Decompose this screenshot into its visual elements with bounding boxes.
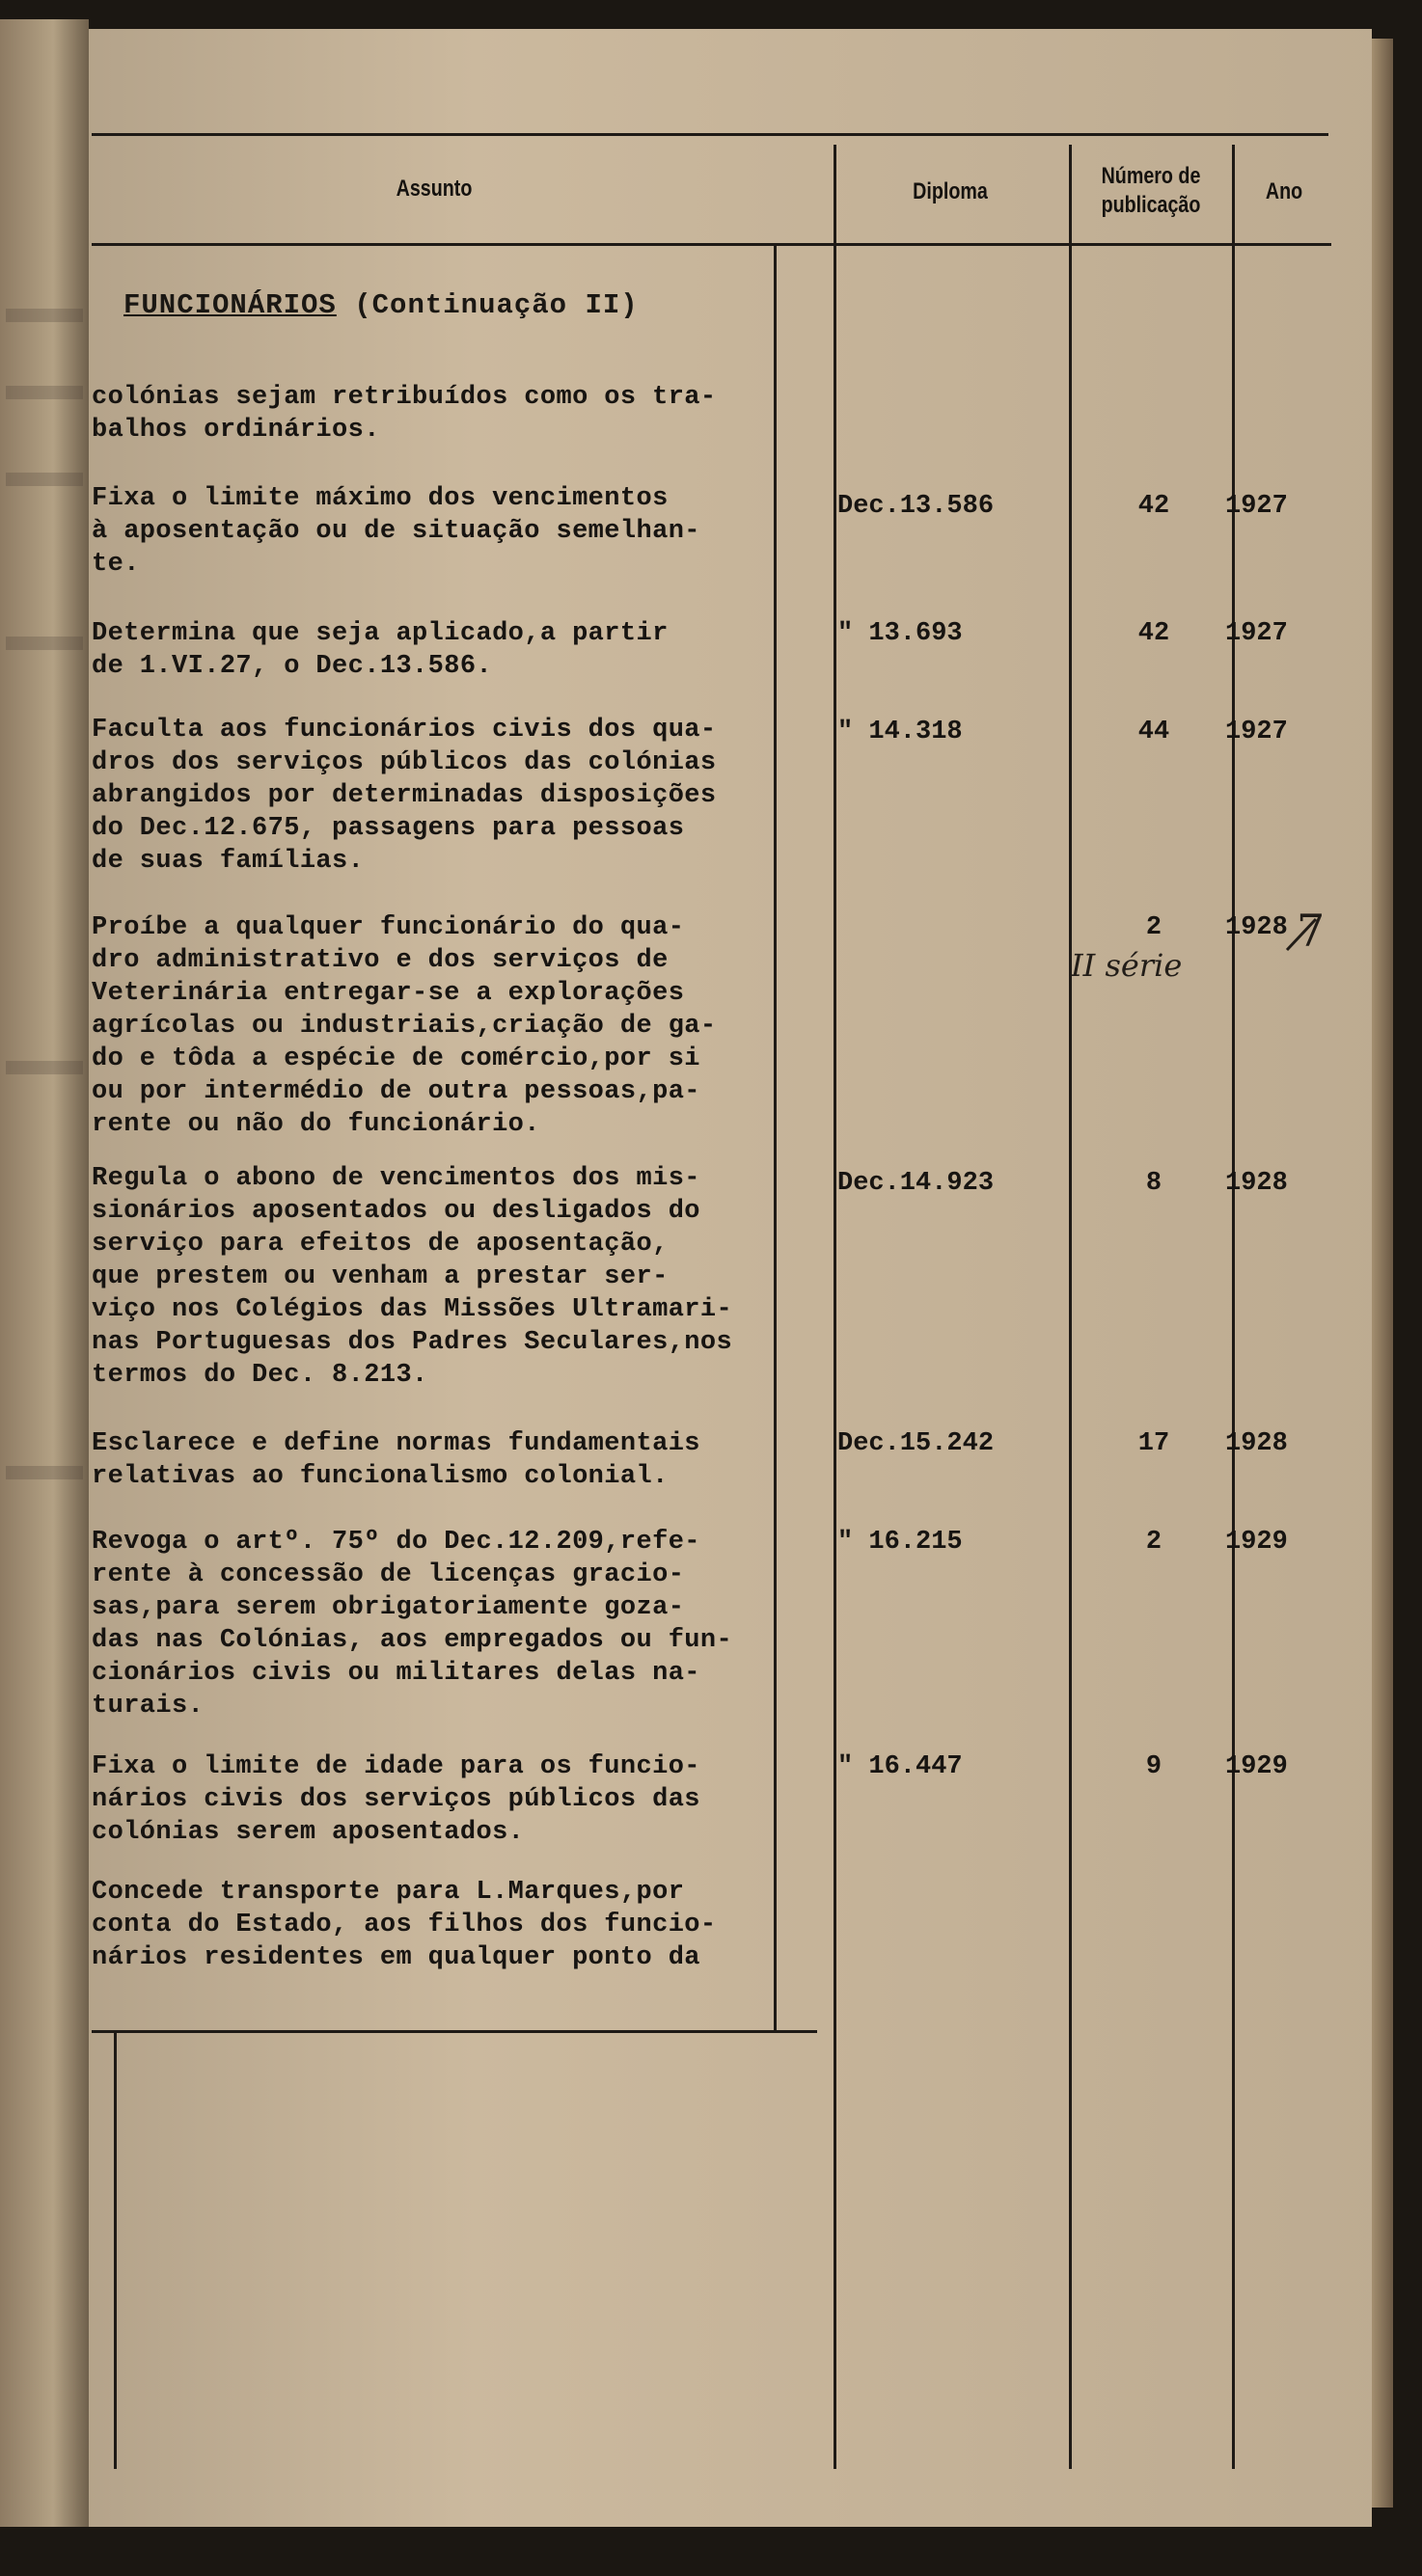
header-ano: Ano xyxy=(1265,178,1303,204)
entries-bottom-rule xyxy=(92,2030,817,2033)
row-diploma-3: " 14.318 xyxy=(837,718,963,746)
row-subject-4: Proíbe a qualquer funcionário do qua- dro administrativo e dos serviços de Veterinária entregar-se a explorações agrícolas ou industriais,criação de ga- do e tôda a espécie de comércio,por si ou por intermédio de outra pessoas,pa- rente ou não do funcionário. xyxy=(92,913,717,1139)
row-year-3: 1927 xyxy=(1225,718,1288,746)
handwritten-serie: II série xyxy=(1071,947,1183,984)
row-diploma-7: " 16.215 xyxy=(837,1528,963,1557)
header-bottom-rule xyxy=(92,243,1331,246)
row-number-5: 8 xyxy=(1145,1169,1162,1198)
header-numero: Número de publicação xyxy=(1101,163,1201,218)
row-subject-6: Esclarece e define normas fundamentais relativas ao funcionalismo colonial. xyxy=(92,1429,700,1491)
row-year-6: 1928 xyxy=(1225,1429,1288,1458)
row-subject-8: Fixa o limite de idade para os funcio- nários civis dos serviços públicos das colónias serem aposentados. xyxy=(92,1752,700,1847)
left-margin-rule xyxy=(114,2030,117,2469)
row-diploma-8: " 16.447 xyxy=(837,1752,963,1781)
divider-diploma xyxy=(1069,145,1072,2469)
row-diploma-1: Dec.13.586 xyxy=(837,492,995,521)
right-page-edge xyxy=(1372,39,1393,2508)
row-year-1: 1927 xyxy=(1225,492,1288,521)
row-diploma-2: " 13.693 xyxy=(837,619,963,648)
row-subject-3: Faculta aos funcionários civis dos qua- dros dos serviços públicos das colónias abrangidos por determinadas disposições do Dec.12.675, passagens para pessoas de suas famílias. xyxy=(92,716,717,876)
top-rule xyxy=(92,133,1328,136)
row-number-6: 17 xyxy=(1137,1429,1170,1458)
header-diploma: Diploma xyxy=(913,178,988,204)
row-subject-9: Concede transporte para L.Marques,por conta do Estado, aos filhos dos funcio- nários residentes em qualquer ponto da xyxy=(92,1878,717,1972)
row-subject-0: colónias sejam retribuídos como os tra- balhos ordinários. xyxy=(92,383,717,445)
row-diploma-6: Dec.15.242 xyxy=(837,1429,995,1458)
row-year-4: 1928 xyxy=(1225,913,1288,942)
row-year-5: 1928 xyxy=(1225,1169,1288,1198)
left-page-edge xyxy=(0,19,89,2527)
row-number-8: 9 xyxy=(1145,1752,1162,1781)
divider-assunto xyxy=(834,145,836,2469)
section-title xyxy=(123,289,639,321)
row-subject-1: Fixa o limite máximo dos vencimentos à aposentação ou de situação semelhan- te. xyxy=(92,484,700,579)
row-diploma-5: Dec.14.923 xyxy=(837,1169,995,1198)
row-number-2: 42 xyxy=(1137,619,1170,648)
row-number-3: 44 xyxy=(1137,718,1170,746)
row-number-1: 42 xyxy=(1137,492,1170,521)
row-subject-5: Regula o abono de vencimentos dos mis- sionários aposentados ou desligados do serviço para efeitos de aposentação, que prestem ou venham a prestar ser- viço nos Colégios das Missões Ultramari- nas Portuguesas dos Padres Seculares,nos termos do Dec. 8.213. xyxy=(92,1164,733,1390)
row-number-7: 2 xyxy=(1145,1528,1162,1557)
row-year-8: 1929 xyxy=(1225,1752,1288,1781)
row-number-4: 2 xyxy=(1145,913,1162,942)
year-strike-mark xyxy=(1283,911,1320,960)
row-subject-2: Determina que seja aplicado,a partir de 1.VI.27, o Dec.13.586. xyxy=(92,619,669,681)
row-year-2: 1927 xyxy=(1225,619,1288,648)
row-year-7: 1929 xyxy=(1225,1528,1288,1557)
header-assunto: Assunto xyxy=(396,176,473,202)
handwritten-year-correction: 7 xyxy=(1297,905,1326,957)
section-title-suffix: (Continuação II) xyxy=(336,289,639,321)
section-title-main: FUNCIONÁRIOS xyxy=(123,289,337,321)
row-subject-7: Revoga o artº. 75º do Dec.12.209,refe- rente à concessão de licenças gracio- sas,para serem obrigatoriamente goza- das nas Colónias, aos empregados ou fun- cionários civis ou militares delas na- turais. xyxy=(92,1528,733,1721)
